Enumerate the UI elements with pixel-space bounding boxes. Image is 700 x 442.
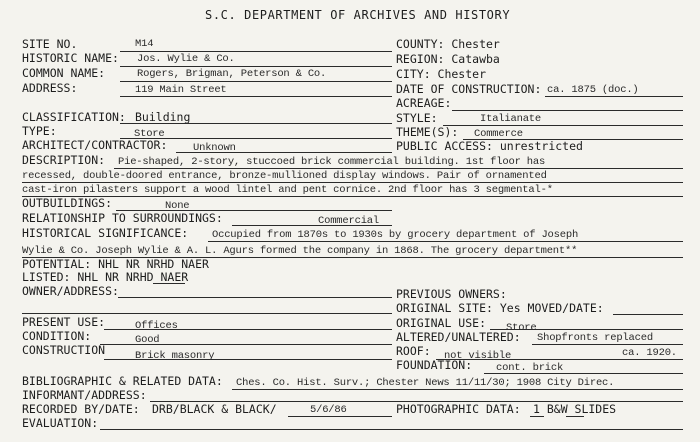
photographic-data-label: PHOTOGRAPHIC DATA: (396, 402, 521, 416)
moved-date-line (613, 314, 683, 315)
significance-line-2: Wylie & Co. Joseph Wylie & A. L. Agurs formed the company in 1868. The grocery department** (22, 245, 578, 257)
description-line-2: recessed, double-doored entrance, bronze-mullioned display windows. Pair of ornamented (22, 170, 547, 182)
city-field: CITY: Chester (396, 67, 487, 81)
photographic-data-value: 1 B&W SLIDES (533, 402, 617, 416)
address-line (120, 96, 392, 97)
form-header: S.C. DEPARTMENT OF ARCHIVES AND HISTORY (205, 8, 511, 22)
theme-value: Commerce (474, 128, 523, 140)
address-label: ADDRESS: (22, 81, 78, 95)
altered-label: ALTERED/UNALTERED: (396, 330, 521, 344)
roof-value: not visible (444, 350, 512, 362)
condition-value: Good (135, 334, 160, 346)
bibliographic-value: Ches. Co. Hist. Surv.; Chester News 11/11/30; 1908 City Direc. (236, 377, 615, 389)
construction-value: Brick masonry (135, 350, 215, 362)
description-line-1: Pie-shaped, 2-story, stuccoed brick commercial building. 1st floor has (118, 156, 546, 168)
owner-address-label: OWNER/ADDRESS: (22, 284, 119, 298)
foundation-label: FOUNDATION: (396, 358, 473, 372)
foundation-line (484, 373, 683, 374)
recorded-by-value: DRB/BLACK & BLACK/ (152, 402, 277, 416)
common-name-value: Rogers, Brigman, Peterson & Co. (137, 68, 327, 80)
recorded-date-value: 5/6/86 (310, 404, 347, 416)
original-use-value: Store (506, 322, 537, 334)
relationship-label: RELATIONSHIP TO SURROUNDINGS: (22, 211, 223, 225)
foundation-value: cont. brick (496, 362, 564, 374)
recorded-by-label: RECORDED BY/DATE: (22, 402, 140, 416)
public-access-field: PUBLIC ACCESS: unrestricted (396, 139, 583, 153)
style-label: STYLE: (396, 111, 438, 125)
altered-line (532, 344, 683, 345)
bibliographic-label: BIBLIOGRAPHIC & RELATED DATA: (22, 374, 223, 388)
architect-value: Unknown (193, 142, 236, 154)
significance-line-1: Occupied from 1870s to 1930s by grocery department of Joseph (212, 229, 579, 241)
type-label: TYPE: (22, 124, 57, 138)
historic-name-label: HISTORIC NAME: (22, 51, 119, 65)
previous-owners-label: PREVIOUS OWNERS: (396, 287, 507, 301)
present-use-value: Offices (135, 320, 178, 332)
listed-nrhd-mark (153, 283, 185, 284)
classification-line (120, 123, 392, 124)
potential-field: POTENTIAL: NHL NR NRHD NAER (22, 257, 209, 271)
construction-line (104, 359, 392, 360)
roof-date-value: ca. 1920. (622, 347, 677, 359)
roof-label: ROOF: (396, 344, 431, 358)
photo-count-line (530, 416, 544, 417)
description-rule-2 (22, 182, 683, 183)
architect-label: ARCHITECT/CONTRACTOR: (22, 138, 168, 152)
outbuildings-value: None (165, 200, 190, 212)
common-name-label: COMMON NAME: (22, 66, 106, 80)
historic-name-line (120, 66, 392, 67)
construction-label: CONSTRUCTION (22, 343, 106, 357)
informant-label: INFORMANT/ADDRESS: (22, 388, 147, 402)
address-value: 119 Main Street (135, 84, 227, 96)
site-no-value: M14 (135, 38, 154, 50)
evaluation-line (100, 429, 683, 430)
relationship-value: Commercial (318, 215, 380, 227)
recorded-date-line (288, 416, 392, 417)
classification-label: CLASSIFICATION: (22, 110, 126, 124)
site-no-line (120, 51, 392, 52)
description-label: DESCRIPTION: (22, 153, 106, 167)
architect-line (176, 152, 392, 153)
condition-label: CONDITION: (22, 329, 92, 343)
bibliographic-line (232, 389, 683, 390)
date-of-construction-label: DATE OF CONSTRUCTION: (396, 82, 542, 96)
original-use-label: ORIGINAL USE: (396, 316, 487, 330)
date-line (545, 96, 683, 97)
condition-line (100, 344, 392, 345)
theme-label: THEME(S): (396, 125, 459, 139)
roof-line (436, 359, 683, 360)
listed-field: LISTED: NHL NR NRHD NAER (22, 270, 189, 284)
common-name-line (120, 81, 392, 82)
historic-name-value: Jos. Wylie & Co. (137, 53, 235, 65)
owner-address-line-2 (22, 313, 392, 314)
description-line-3: cast-iron pilasters support a wood lintel and pent cornice. 2nd floor has 3 segmental-* (22, 184, 553, 196)
date-of-construction-value: ca. 1875 (doc.) (547, 84, 639, 96)
site-no-label: SITE NO. (22, 37, 78, 51)
significance-label: HISTORICAL SIGNIFICANCE: (22, 226, 189, 240)
acreage-label: ACREAGE: (396, 96, 452, 110)
type-value: Store (134, 128, 165, 140)
region-field: REGION: Catawba (396, 52, 500, 66)
style-line (443, 125, 683, 126)
evaluation-label: EVALUATION: (22, 416, 99, 430)
altered-value: Shopfronts replaced (537, 332, 653, 344)
acreage-line (452, 110, 683, 111)
owner-address-line (118, 297, 392, 298)
relationship-line (232, 225, 392, 226)
county-field: COUNTY: Chester (396, 37, 500, 51)
classification-value: Building (135, 110, 191, 124)
photo-bw-line (566, 416, 584, 417)
style-value: Italianate (480, 113, 542, 125)
present-use-line (104, 329, 392, 330)
outbuildings-label: OUTBUILDINGS: (22, 196, 113, 210)
description-rule-1 (114, 168, 683, 169)
original-site-field: ORIGINAL SITE: Yes MOVED/DATE: (396, 301, 604, 315)
present-use-label: PRESENT USE: (22, 315, 106, 329)
description-rule-3 (22, 196, 683, 197)
significance-rule-1 (208, 241, 683, 242)
